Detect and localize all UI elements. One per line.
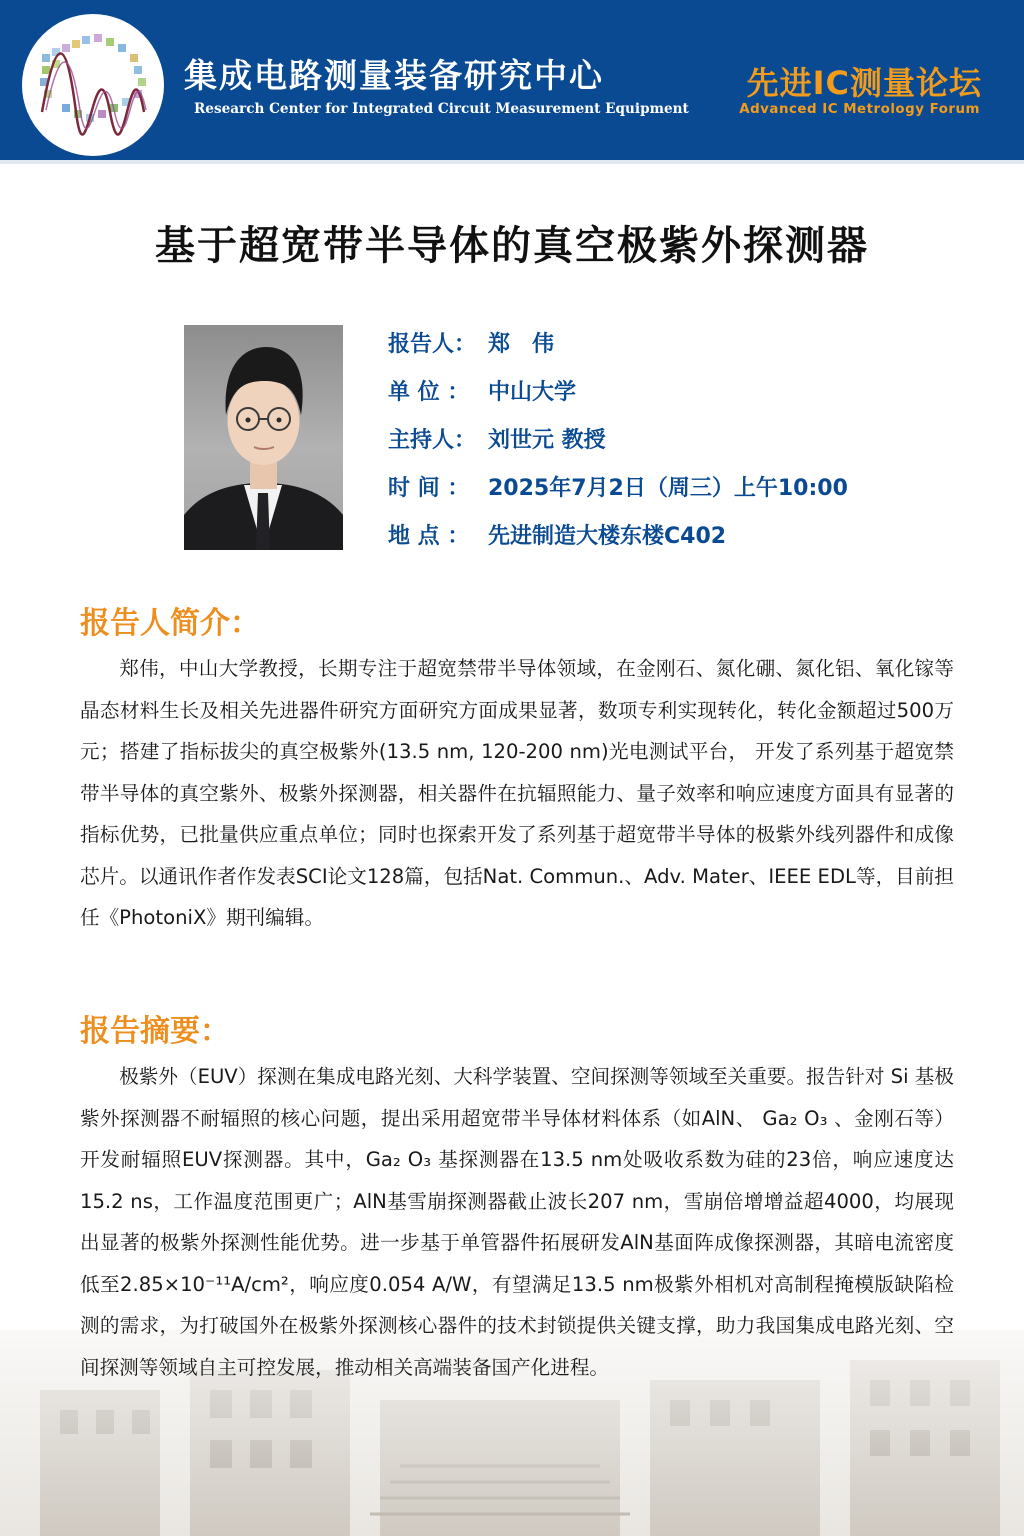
info-label: 地 点 ： [388,524,470,549]
header-banner [0,0,1024,160]
forum-name-en: Advanced IC Metrology Forum [739,102,980,117]
info-value: 中山大学 [488,380,577,405]
info-value: 2025年7月2日（周三）上午10:00 [488,476,848,501]
info-value: 先进制造大楼东楼C402 [488,524,727,549]
info-label: 单 位 ： [388,380,470,405]
speaker-portrait-icon [184,325,343,550]
talk-title: 基于超宽带半导体的真空极紫外探测器 [155,223,869,269]
info-label: 时 间 ： [388,476,470,501]
bio-text: 郑伟，中山大学教授，长期专注于超宽禁带半导体领域，在金刚石、氮化硼、氮化铝、氧化镓等晶态材料生长及相关先进器件研究方面研究方面成果显著，数项专利实现转化，转化金额超过500万元；搭建了指标拔尖的真空极紫外(13.5 nm, 120-200 nm)光电测试平台， 开发了系列基于超宽禁带半导体的真空紫外、极紫外探测器，相关器件在抗辐照能力、量子效率和响应速度方面具有显著的指标优势，已批量供应重点单位；同时也探索开发了系列基于超宽带半导体的极紫外线列器件和成像芯片。以通讯作者作发表SCI论文128篇，包括Nat. Commun.、Adv. Mater、IEEE EDL等，目前担任《PhotoniX》期刊编辑。 [80,657,954,929]
waveform-logo-icon [22,14,164,156]
research-center-logo [22,14,164,156]
abstract-heading: 报告摘要： [80,1014,230,1049]
info-value: 郑 伟 [488,332,555,357]
info-row-location [388,519,988,555]
info-value: 刘世元 教授 [488,428,606,453]
bio-heading: 报告人简介： [80,606,260,641]
info-row-speaker [388,327,988,363]
center-name-cn: 集成电路测量装备研究中心 [184,56,604,95]
info-row-affiliation [388,375,988,411]
info-label: 报告人： [388,332,477,357]
center-name-en: Research Center for Integrated Circuit Measurement Equipment [194,101,689,117]
info-label: 主持人： [388,428,477,453]
header-divider [0,160,1024,164]
forum-name-cn: 先进IC测量论坛 [746,64,982,102]
abstract-text: 极紫外（EUV）探测在集成电路光刻、大科学装置、空间探测等领域至关重要。报告针对 Si 基极紫外探测器不耐辐照的核心问题，提出采用超宽带半导体材料体系（如AlN、 Ga₂ O₃ 、金刚石等）开发耐辐照EUV探测器。其中，Ga₂ O₃ 基探测器在13.5 nm处吸收系数为硅的23倍，响应速度达15.2 ns，工作温度范围更广；AlN基雪崩探测器截止波长207 nm，雪崩倍增增益超4000，均展现出显著的极紫外探测性能优势。进一步基于单管器件拓展研发AlN基面阵成像探测器，其暗电流密度低至2.85×10⁻¹¹A/cm²，响应度0.054 A/W，有望满足13.5 nm极紫外相机对高制程掩模版缺陷检测的需求，为打破国外在极紫外探测核心器件的技术封锁提供关键支撑，助力我国集成电路光刻、空间探测等领域自主可控发展，推动相关高端装备国产化进程。 [80,1065,954,1379]
info-row-time [388,471,988,507]
info-row-host [388,423,988,459]
speaker-photo [184,325,343,550]
